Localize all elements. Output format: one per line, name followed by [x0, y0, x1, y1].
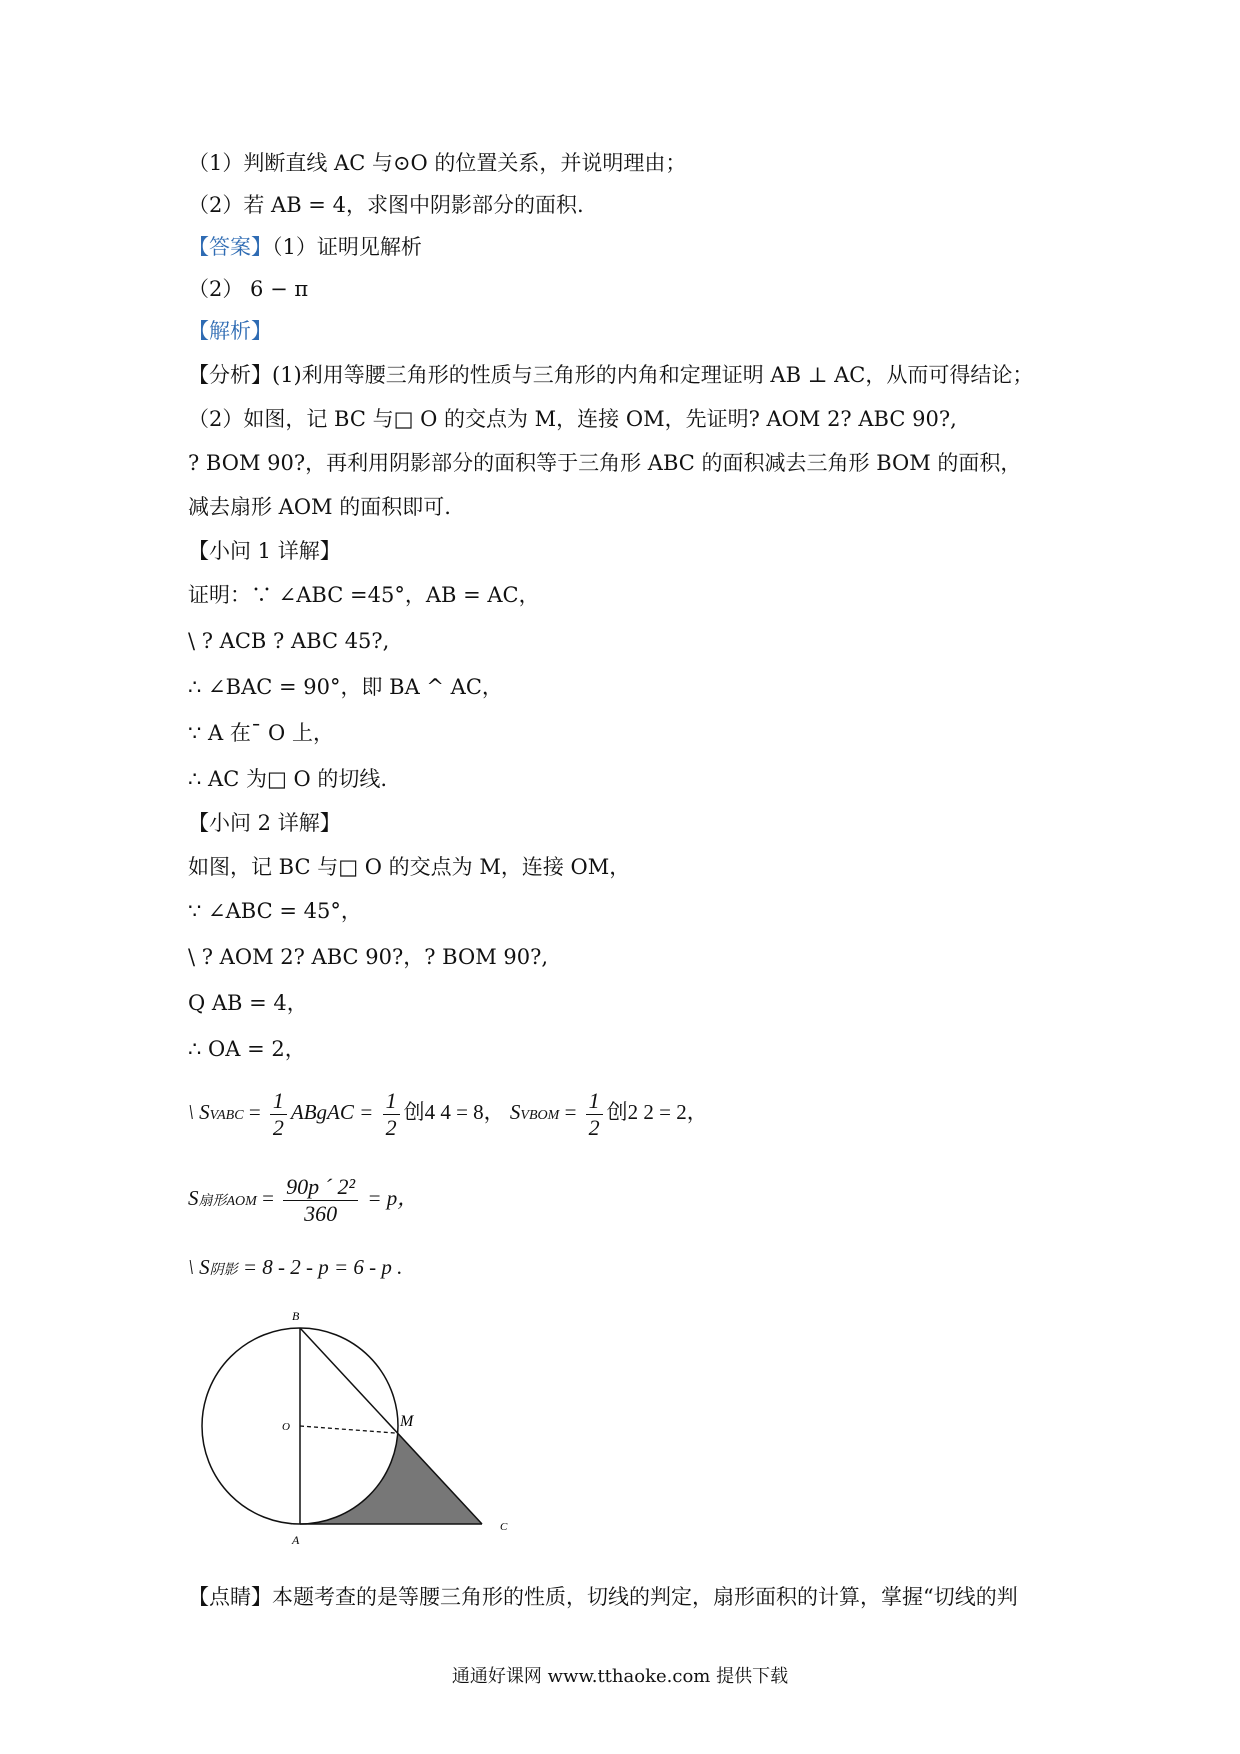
fraction-half-2 [383, 1088, 400, 1141]
area-bom-eq: = [559, 1100, 582, 1124]
fenxi-line-2: （2）如图，记 BC 与□ O 的交点为 M，连接 OM，先证明? AOM 2? ABC 90?, [188, 407, 957, 431]
fraction-half-1 [270, 1088, 287, 1141]
shade-s: \ S [188, 1255, 210, 1279]
area-abc-result: 创4 4 = 8， [403, 1100, 505, 1124]
answer-line-1 [188, 232, 422, 262]
page-footer: 通通好课网 www.tthaoke.com 提供下载 [451, 1666, 789, 1687]
answer-tag: 【答案】 [188, 235, 272, 259]
sector-result: = p， [362, 1186, 419, 1210]
fraction-den: 360 [304, 1200, 338, 1226]
sector-eq: = [256, 1186, 280, 1210]
proof-2-line-5: ∴ OA = 2， [188, 1037, 306, 1061]
answer-2: （2） 6 − π [188, 277, 309, 301]
shaded-region [300, 1433, 482, 1524]
proof-2-line-3: \ ? AOM 2? ABC 90?，? BOM 90?, [188, 945, 549, 969]
area-abc-sub: VABC [209, 1108, 244, 1123]
segment-om [300, 1426, 398, 1433]
shade-sub: 阴影 [209, 1263, 238, 1278]
proof-1-line-3: ∴ ∠BAC = 90°，即 BA ^ AC， [188, 675, 503, 699]
question-1: （1）判断直线 AC 与⊙O 的位置关系，并说明理由； [188, 151, 687, 175]
fraction-den: 2 [385, 1114, 397, 1140]
proof-1-line-4: ∵ A 在¯ O 上， [188, 721, 334, 745]
analysis-tag: 【解析】 [188, 319, 272, 343]
sector-fraction [283, 1174, 358, 1227]
area-abc-product: ABgAC = [290, 1100, 379, 1124]
dianjing-line: 【点睛】本题考查的是等腰三角形的性质，切线的判定，扇形面积的计算，掌握“切线的判 [188, 1585, 1018, 1609]
subquestion-1-tag: 【小问 1 详解】 [188, 539, 341, 563]
fraction-den: 2 [272, 1114, 284, 1140]
fraction-num: 1 [270, 1088, 287, 1115]
fenxi-text-1: (1)利用等腰三角形的性质与三角形的内角和定理证明 AB ⊥ AC，从而可得结论； [272, 363, 1034, 387]
area-abc-s: \ S [188, 1100, 210, 1124]
area-sector-formula [188, 1168, 418, 1232]
area-bom-result: 创2 2 = 2， [606, 1100, 708, 1124]
sector-sub: 扇形AOM [198, 1194, 257, 1209]
proof-2-line-1: 如图，记 BC 与□ O 的交点为 M，连接 OM， [188, 855, 631, 879]
question-2: （2）若 AB = 4，求图中阴影部分的面积. [188, 193, 584, 217]
fraction-num: 1 [383, 1088, 400, 1115]
sector-s: S [188, 1186, 199, 1210]
shade-result: = 8 - 2 - p = 6 - p . [237, 1255, 403, 1279]
subquestion-2-tag: 【小问 2 详解】 [188, 811, 341, 835]
fraction-num: 90p ´ 2² [283, 1174, 358, 1201]
area-bom-s: S [509, 1100, 521, 1124]
area-shade-formula [188, 1252, 402, 1286]
geometry-figure [190, 1308, 530, 1548]
answer-1: （1）证明见解析 [272, 235, 422, 259]
fenxi-line-3: ? BOM 90?，再利用阴影部分的面积等于三角形 ABC 的面积减去三角形 BOM 的面积， [188, 451, 1022, 475]
area-abc-formula [188, 1082, 708, 1146]
fenxi-line-1 [188, 360, 1033, 390]
proof-1-line-5: ∴ AC 为□ O 的切线. [188, 767, 388, 791]
proof-2-line-4: Q AB = 4， [188, 991, 308, 1015]
label-o: O [282, 1421, 290, 1433]
label-a: A [292, 1533, 300, 1547]
label-b: B [292, 1309, 300, 1323]
fraction-half-3 [586, 1088, 603, 1141]
area-abc-eq: = [243, 1100, 266, 1124]
fraction-den: 2 [588, 1114, 600, 1140]
fenxi-tag: 【分析】 [188, 363, 272, 387]
proof-1-line-1: 证明：∵ ∠ABC =45°，AB = AC， [188, 583, 540, 607]
fenxi-line-4: 减去扇形 AOM 的面积即可. [188, 495, 451, 519]
proof-2-line-2: ∵ ∠ABC = 45°， [188, 899, 362, 923]
fraction-num: 1 [586, 1088, 603, 1115]
proof-1-line-2: \ ? ACB ? ABC 45?, [188, 629, 390, 653]
label-m: M [400, 1413, 414, 1430]
area-bom-sub: VBOM [520, 1108, 560, 1123]
label-c: C [500, 1521, 508, 1533]
